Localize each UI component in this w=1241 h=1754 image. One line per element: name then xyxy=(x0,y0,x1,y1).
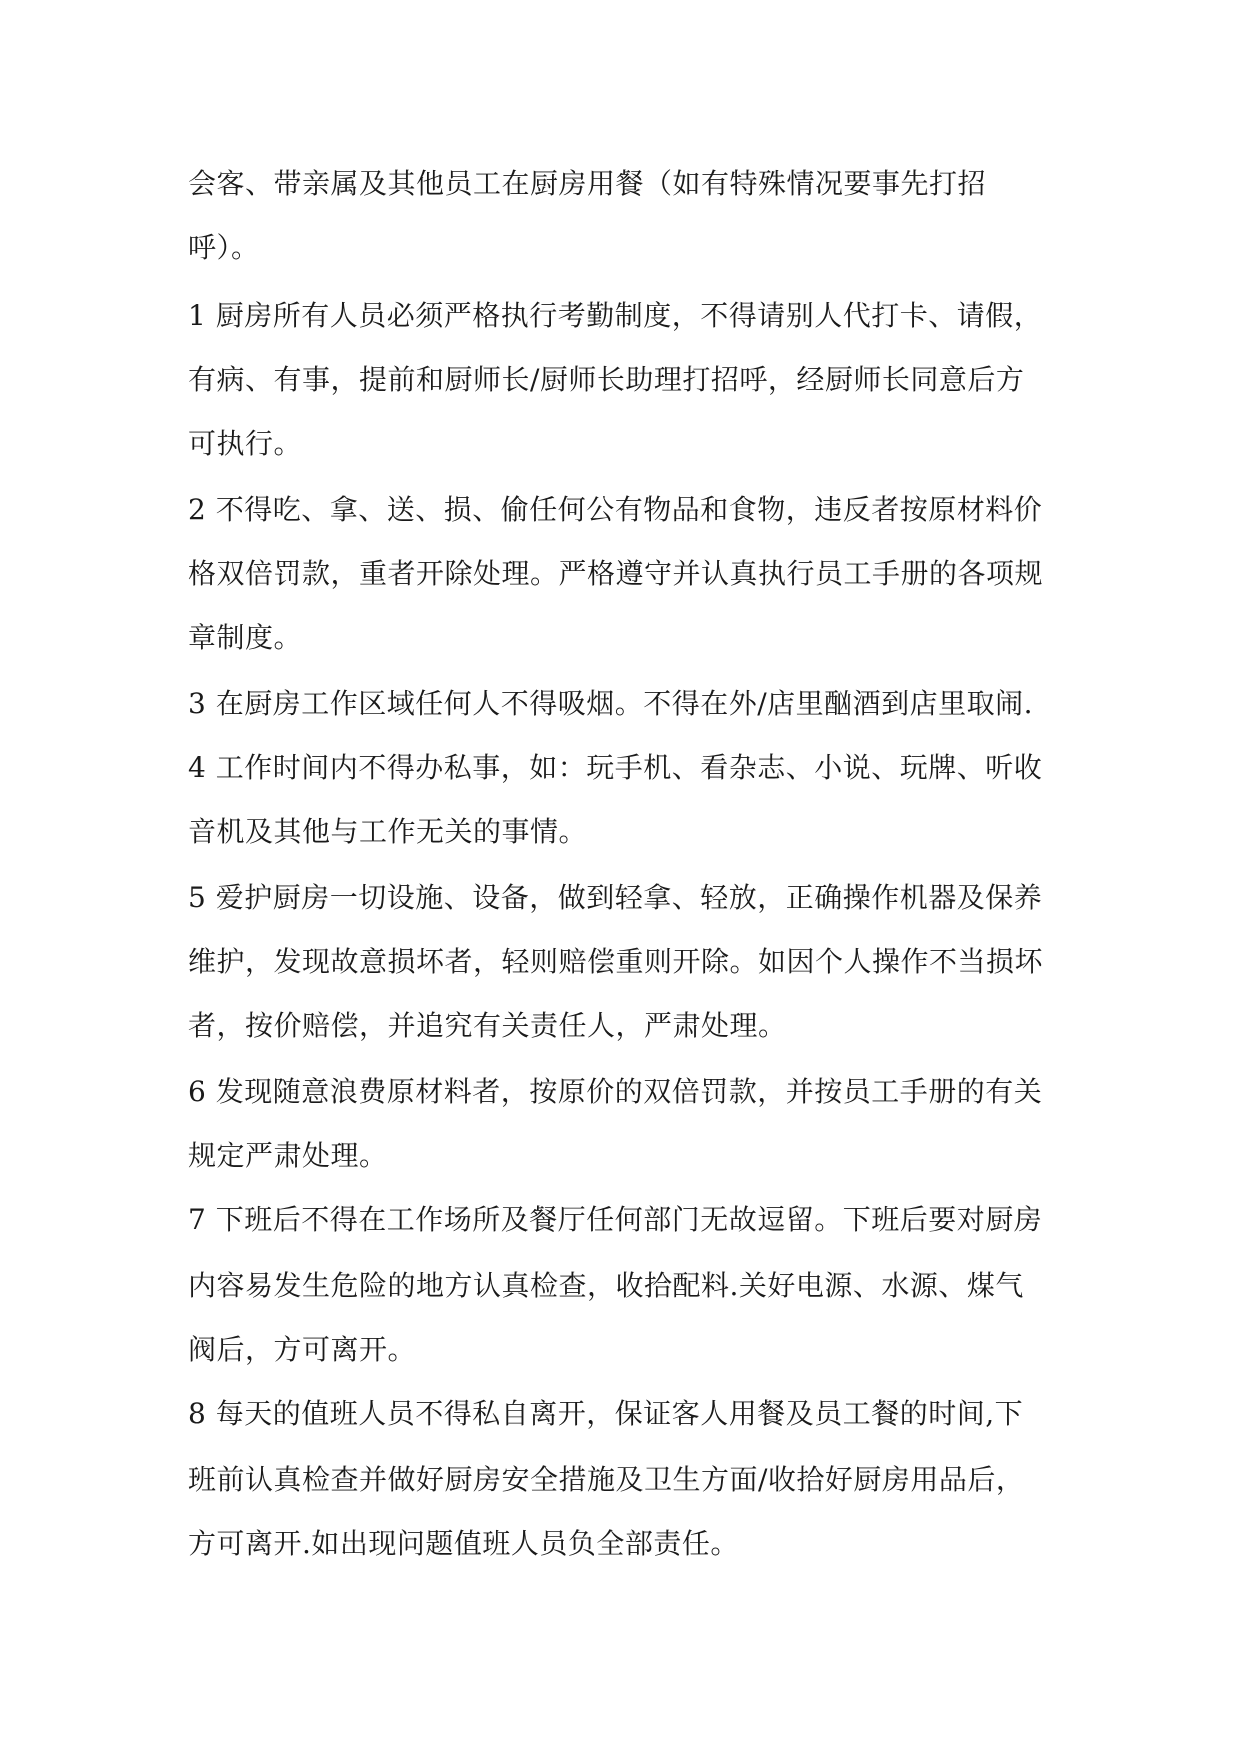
text-line: 8 每天的值班人员不得私自离开，保证客人用餐及员工餐的时间,下 xyxy=(188,1397,1024,1430)
text-line: 7 下班后不得在工作场所及餐厅任何部门无故逗留。下班后要对厨房 xyxy=(188,1203,1043,1236)
text-line: 格双倍罚款，重者开除处理。严格遵守并认真执行员工手册的各项规 xyxy=(188,557,1044,590)
text-line: 1 厨房所有人员必须严格执行考勤制度，不得请别人代打卡、请假， xyxy=(188,299,1043,332)
text-line: 会客、带亲属及其他员工在厨房用餐（如有特殊情况要事先打招 xyxy=(188,167,987,200)
text-line: 音机及其他与工作无关的事情。 xyxy=(188,815,588,848)
text-line: 阀后，方可离开。 xyxy=(188,1333,417,1366)
text-line: 4 工作时间内不得办私事，如：玩手机、看杂志、小说、玩牌、听收 xyxy=(188,751,1043,784)
text-line: 班前认真检查并做好厨房安全措施及卫生方面/收拾好厨房用品后， xyxy=(188,1463,1025,1496)
text-line: 方可离开.如出现问题值班人员负全部责任。 xyxy=(188,1527,739,1560)
text-line: 3 在厨房工作区域任何人不得吸烟。不得在外/店里酗酒到店里取闹. xyxy=(188,687,1034,720)
text-line: 维护，发现故意损坏者，轻则赔偿重则开除。如因个人操作不当损坏 xyxy=(188,945,1044,978)
text-line: 者，按价赔偿，并追究有关责任人，严肃处理。 xyxy=(188,1009,787,1042)
text-line: 规定严肃处理。 xyxy=(188,1139,388,1172)
text-line: 章制度。 xyxy=(188,621,303,654)
text-line: 可执行。 xyxy=(188,427,303,460)
text-line: 2 不得吃、拿、送、损、偷任何公有物品和食物，违反者按原材料价 xyxy=(188,493,1043,526)
text-line: 内容易发生危险的地方认真检查，收拾配料.关好电源、水源、煤气 xyxy=(188,1269,1024,1302)
text-line: 呼）。 xyxy=(188,231,260,264)
text-line: 5 爱护厨房一切设施、设备，做到轻拿、轻放，正确操作机器及保养 xyxy=(188,881,1043,914)
text-line: 6 发现随意浪费原材料者，按原价的双倍罚款，并按员工手册的有关 xyxy=(188,1075,1043,1108)
text-line: 有病、有事，提前和厨师长/厨师长助理打招呼，经厨师长同意后方 xyxy=(188,363,1025,396)
